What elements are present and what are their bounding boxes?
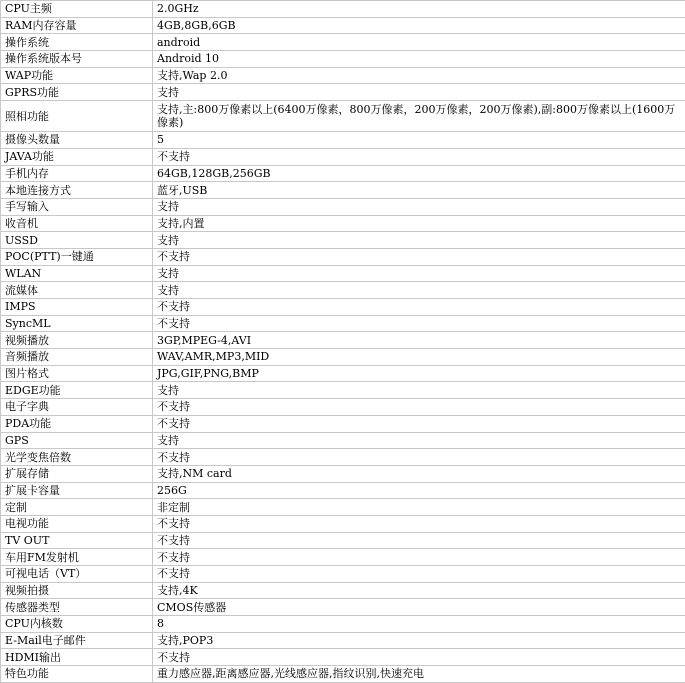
spec-value: 8 [153,616,685,633]
spec-label: IMPS [1,299,153,316]
spec-value: 支持 [153,232,685,249]
spec-value: 不支持 [153,532,685,549]
spec-value: 支持,4K [153,582,685,599]
spec-value: 支持,内置 [153,215,685,232]
table-row [1,582,685,599]
spec-label: 手机内存 [1,165,153,182]
spec-label: E-Mail电子邮件 [1,632,153,649]
spec-value: 不支持 [153,515,685,532]
spec-label: 电子字典 [1,399,153,416]
table-row [1,482,685,499]
spec-label: 视频拍摄 [1,582,153,599]
spec-value: Android 10 [153,51,685,68]
spec-label: 电视功能 [1,515,153,532]
spec-label: CPU主频 [1,1,153,18]
spec-label: 流媒体 [1,282,153,299]
spec-value: 64GB,128GB,256GB [153,165,685,182]
table-row [1,248,685,265]
spec-value: CMOS传感器 [153,599,685,616]
spec-label: 定制 [1,499,153,516]
table-row [1,132,685,149]
table-row [1,34,685,51]
spec-label: 照相功能 [1,101,153,132]
table-row [1,449,685,466]
table-row [1,465,685,482]
spec-label: 操作系统 [1,34,153,51]
spec-label: 手写输入 [1,198,153,215]
table-row [1,165,685,182]
spec-label: CPU内核数 [1,616,153,633]
table-row [1,549,685,566]
spec-value: 支持 [153,198,685,215]
spec-label: 传感器类型 [1,599,153,616]
spec-value: 支持 [153,382,685,399]
spec-label: 操作系统版本号 [1,51,153,68]
spec-value: 不支持 [153,549,685,566]
table-row [1,499,685,516]
spec-table-body [1,1,685,683]
spec-value: 支持 [153,265,685,282]
spec-value: 支持,Wap 2.0 [153,67,685,84]
spec-label: GPRS功能 [1,84,153,101]
table-row [1,67,685,84]
table-row [1,84,685,101]
spec-value: 支持 [153,282,685,299]
spec-value: 不支持 [153,315,685,332]
spec-label: 视频播放 [1,332,153,349]
table-row [1,349,685,366]
table-row [1,1,685,18]
spec-value: 2.0GHz [153,1,685,18]
table-row [1,51,685,68]
spec-label: GPS [1,432,153,449]
spec-value: 非定制 [153,499,685,516]
table-row [1,282,685,299]
spec-value: 不支持 [153,148,685,165]
spec-value: 4GB,8GB,6GB [153,17,685,34]
table-row [1,649,685,666]
spec-label: 本地连接方式 [1,182,153,199]
spec-value: 支持,NM card [153,465,685,482]
spec-label: 音频播放 [1,349,153,366]
spec-label: PDA功能 [1,415,153,432]
table-row [1,382,685,399]
spec-label: USSD [1,232,153,249]
spec-label: TV OUT [1,532,153,549]
spec-label: 光学变焦倍数 [1,449,153,466]
table-row [1,365,685,382]
spec-value: 不支持 [153,566,685,583]
table-row [1,432,685,449]
table-row [1,515,685,532]
table-row [1,232,685,249]
spec-value: WAV,AMR,MP3,MID [153,349,685,366]
spec-value: JPG,GIF,PNG,BMP [153,365,685,382]
spec-value: 256G [153,482,685,499]
spec-label: EDGE功能 [1,382,153,399]
spec-value: 不支持 [153,399,685,416]
spec-value: 3GP,MPEG-4,AVI [153,332,685,349]
spec-label: JAVA功能 [1,148,153,165]
spec-value: 5 [153,132,685,149]
table-row [1,215,685,232]
table-row [1,599,685,616]
table-row [1,415,685,432]
table-row [1,299,685,316]
spec-value: 支持 [153,432,685,449]
table-row [1,399,685,416]
spec-value: android [153,34,685,51]
table-row [1,101,685,132]
spec-label: 可视电话（VT） [1,566,153,583]
spec-value: 支持 [153,84,685,101]
spec-value: 蓝牙,USB [153,182,685,199]
table-row [1,17,685,34]
spec-label: 扩展卡容量 [1,482,153,499]
spec-label: RAM内存容量 [1,17,153,34]
spec-value: 不支持 [153,415,685,432]
spec-label: WLAN [1,265,153,282]
table-row [1,182,685,199]
spec-value: 支持,POP3 [153,632,685,649]
spec-value: 支持,主:800万像素以上(6400万像素，800万像素，200万像素，200万像素),副:800万像素以上(1600万像素) [153,101,685,132]
spec-label: 收音机 [1,215,153,232]
table-row [1,566,685,583]
table-row [1,198,685,215]
spec-value: 重力感应器,距离感应器,光线感应器,指纹识别,快速充电 [153,666,685,683]
spec-label: 图片格式 [1,365,153,382]
table-row [1,315,685,332]
table-row [1,265,685,282]
spec-label: 特色功能 [1,666,153,683]
spec-label: HDMI输出 [1,649,153,666]
spec-value: 不支持 [153,299,685,316]
spec-label: 车用FM发射机 [1,549,153,566]
table-row [1,148,685,165]
table-row [1,616,685,633]
spec-label: 摄像头数量 [1,132,153,149]
spec-value: 不支持 [153,248,685,265]
spec-label: SyncML [1,315,153,332]
table-row [1,632,685,649]
spec-value: 不支持 [153,449,685,466]
spec-label: POC(PTT)一键通 [1,248,153,265]
spec-label: 扩展存储 [1,465,153,482]
spec-label: WAP功能 [1,67,153,84]
table-row [1,532,685,549]
spec-value: 不支持 [153,649,685,666]
table-row [1,332,685,349]
